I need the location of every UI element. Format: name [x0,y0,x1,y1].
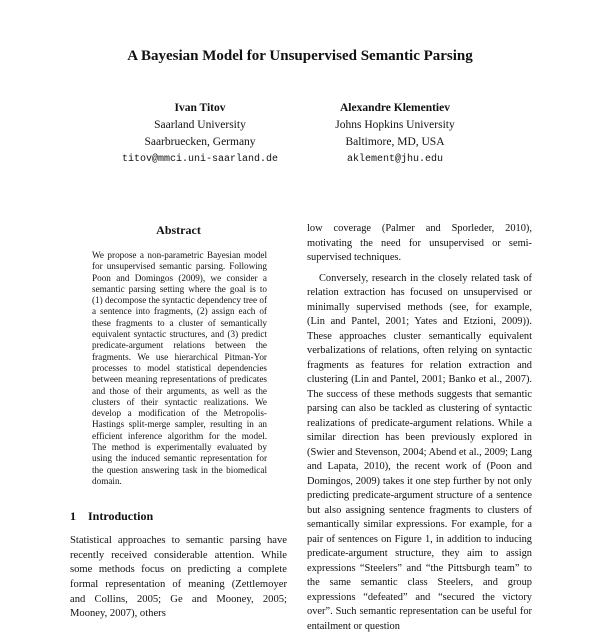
body-paragraph: low coverage (Palmer and Sporleder, 2010), motivating the need for unsupervised or semi-supervised techniques. [307,222,532,266]
intro-paragraph: Statistical approaches to semantic parsing have recently received considerable attention. While some methods focus on predicting a complete formal representation of meaning (Zettlemoyer and Collins, 2005; Ge and Mooney, 2005; Mooney, 2007), others [70,534,287,622]
author-name: Ivan Titov [100,100,300,117]
author-location: Baltimore, MD, USA [295,134,495,151]
section-number: 1 [70,509,88,524]
author-block-1 [100,100,300,168]
paper-title: A Bayesian Model for Unsupervised Semantic Parsing [0,48,600,65]
abstract-heading: Abstract [70,223,287,238]
author-email: titov@mmci.uni-saarland.de [100,151,300,168]
author-affiliation: Johns Hopkins University [295,117,495,134]
left-column [70,223,287,622]
section-title: Introduction [88,509,153,523]
author-name: Alexandre Klementiev [295,100,495,117]
right-column [307,222,532,634]
author-affiliation: Saarland University [100,117,300,134]
body-paragraph: Conversely, research in the closely related task of relation extraction has focused on unsupervised or minimally supervised methods (see, for example, (Lin and Pantel, 2001; Yates and Etzioni, 2009)). These approaches cluster semantically equivalent verbalizations of relations, often relying on syntactic fragments as features for relation extraction and clustering (Lin and Pantel, 2001; Banko et al., 2007). The success of these methods suggests that semantic parsing can also be tackled as clustering of syntactic realizations of predicate-argument relations. While a similar direction has been previously explored in (Swier and Stevenson, 2004; Abend et al., 2009; Lang and Lapata, 2010), the recent work of (Poon and Domingos, 2009) takes it one step further by not only predicting predicate-argument structure of a sentence but also assigning sentence fragments to clusters of semantically similar expressions. For example, for a pair of sentences on Figure 1, in addition to inducing predicate-argument structure, they aim to assign expressions “Steelers” and “the Pittsburgh team” to the same semantic class Steelers, and group expressions “defeated” and “secured the victory over”. Such semantic representation can be useful for entailment or question [307,272,532,634]
section-heading [70,509,287,524]
author-location: Saarbruecken, Germany [100,134,300,151]
abstract-text: We propose a non-parametric Bayesian model for unsupervised semantic parsing. Following Poon and Domingos (2009), we consider a semantic parsing setting where the goal is to (1) decompose the syntactic dependency tree of a sentence into fragments, (2) assign each of these fragments to a cluster of semantically equivalent syntactic structures, and (3) predict predicate-argument relations between the fragments. We use hierarchical Pitman-Yor processes to model statistical dependencies between meaning representations of predicates and those of their arguments, as well as the clusters of their syntactic realizations. We develop a modification of the Metropolis-Hastings split-merge sampler, resulting in an efficient inference algorithm for the model. The method is experimentally evaluated by using the induced semantic representation for the question answering task in the biomedical domain. [92,250,267,487]
author-block-2 [295,100,495,168]
author-email: aklement@jhu.edu [295,151,495,168]
